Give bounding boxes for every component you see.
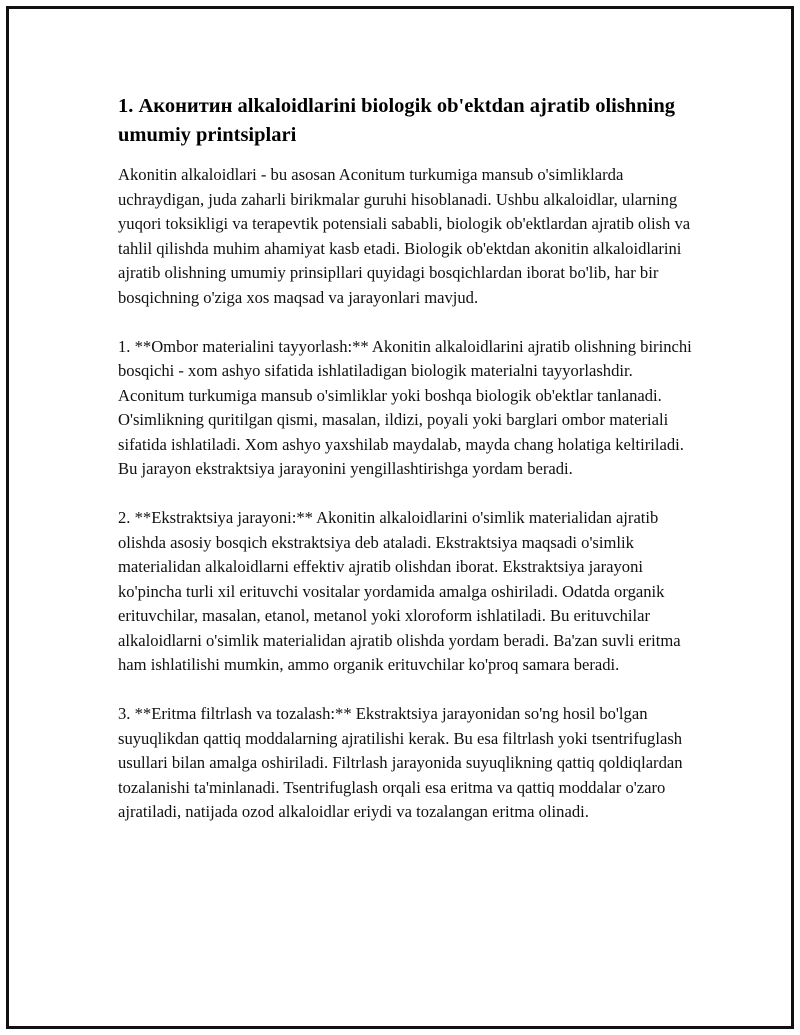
step-1-paragraph: 1. **Ombor materialini tayyorlash:** Akonitin alkaloidlarini ajratib olishning birinchi bosqichi - xom ashyo sifatida ishlatiladigan biologik materialni tayyorlashdir. Aconitum turkumiga mansub o'simliklar yoki boshqa biologik ob'ektlar tanlanadi. O'simlikning quritilgan qismi, masalan, ildizi, poyali yoki barglari ombor materiali sifatida ishlatiladi. Xom ashyo yaxshilab maydalab, mayda chang holatiga keltiriladi. Bu jarayon ekstraktsiya jarayonini yengillashtirishga yordam beradi.: [118, 336, 692, 478]
section-heading: 1. Аконитин alkaloidlarini biologik ob'ektdan ajratib olishning umumiy printsiplari: [118, 95, 675, 146]
document-body: [118, 92, 698, 849]
step-3-paragraph: 3. **Eritma filtrlash va tozalash:** Ekstraktsiya jarayonidan so'ng hosil bo'lgan suyuqlikdan qattiq moddalarning ajratilishi kerak. Bu esa filtrlash yoki tsentrifuglash usullari bilan amalga oshiriladi. Filtrlash jarayonida suyuqlikning qattiq qoldiqlardan tozalanishi ta'minlanadi. Tsentrifuglash orqali esa eritma va qattiq moddalar o'zaro ajratiladi, natijada ozod alkaloidlar eriydi va tozalangan eritma olinadi.: [118, 704, 683, 821]
intro-paragraph: Akonitin alkaloidlari - bu asosan Aconitum turkumiga mansub o'simliklarda uchraydigan, juda zaharli birikmalar guruhi hisoblanadi. Ushbu alkaloidlar, ularning yuqori toksikligi va terapevtik potensiali sababli, biologik ob'ektlardan ajratib olish va tahlil qilishda muhim ahamiyat kasb etadi. Biologik ob'ektdan akonitin alkaloidlarini ajratib olishning umumiy prinsipllari quyidagi bosqichlardan iborat bo'lib, har bir bosqichning o'ziga xos maqsad va jarayonlari mavjud.: [118, 165, 691, 307]
step-2-paragraph: 2. **Ekstraktsiya jarayoni:** Akonitin alkaloidlarini o'simlik materialidan ajratib olishda asosiy bosqich ekstraktsiya deb ataladi. Ekstraktsiya maqsadi o'simlik materialidan alkaloidlarni effektiv ajratib olishdan iborat. Ekstraktsiya jarayoni ko'pincha turli xil erituvchi vositalar yordamida amalga oshiriladi. Odatda organik erituvchilar, masalan, etanol, metanol yoki xloroform ishlatiladi. Bu erituvchilar alkaloidlarni o'simlik materialidan ajratib olishda yordam beradi. Ba'zan suvli eritma ham ishlatilishi mumkin, ammo organik erituvchilar ko'proq samara beradi.: [118, 508, 681, 674]
